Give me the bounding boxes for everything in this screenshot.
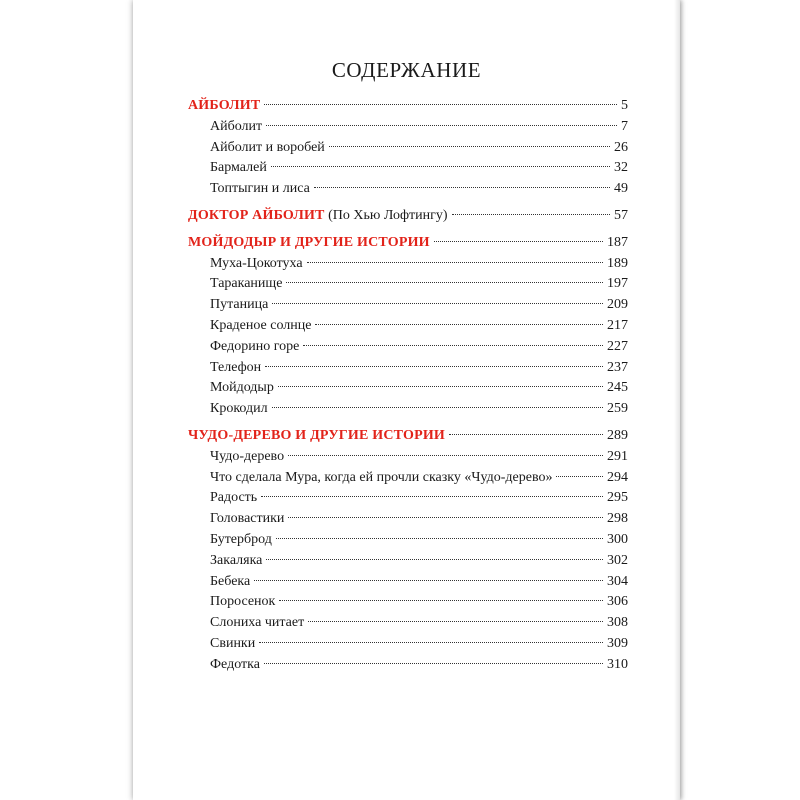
book-page [133,0,680,800]
section-title [188,98,260,114]
dot-leader [315,324,603,325]
toc-entry[interactable] [133,276,680,297]
section-title-text: МОЙДОДЫР И ДРУГИЕ ИСТОРИИ [188,234,430,250]
section-page-number: 187 [607,234,628,250]
entry-page-number: 306 [607,594,628,610]
entry-page-number: 7 [621,118,628,134]
entry-title: Бебека [210,573,251,589]
section-title [188,208,448,224]
toc-entry[interactable] [133,297,680,318]
entry-title: Айболит и воробей [210,139,325,155]
dot-leader [329,146,610,147]
section-title-text: АЙБОЛИТ [188,98,261,113]
entry-page-number: 310 [607,656,628,672]
entry-title: Крокодил [210,401,268,417]
dot-leader [308,621,603,622]
section-title [188,428,445,444]
dot-leader [261,496,603,497]
entry-title: Путаница [210,297,269,313]
entry-page-number: 32 [614,160,628,176]
dot-leader [276,538,603,539]
entry-page-number: 197 [607,276,628,292]
section-page-number: 5 [621,98,628,113]
entry-page-number: 302 [607,552,628,568]
toc-entry[interactable] [133,119,680,140]
toc-entry[interactable] [133,615,680,636]
dot-leader [303,345,603,346]
entry-title: Бутерброд [210,531,272,547]
table-of-contents [133,98,680,684]
toc-section [133,208,680,229]
section-page-number: 289 [607,427,628,443]
entry-title: Федорино горе [210,338,300,354]
dot-leader [271,166,610,167]
dot-leader [265,366,603,367]
entry-page-number: 295 [607,490,628,506]
dot-leader [449,434,603,435]
entry-page-number: 259 [607,401,628,417]
entry-page-number: 309 [607,635,628,651]
dot-leader [279,600,603,601]
toc-entry[interactable] [133,574,680,595]
entry-title: Мойдодыр [210,380,274,396]
toc-entry[interactable] [133,360,680,381]
entry-page-number: 300 [607,531,628,547]
entry-page-number: 298 [607,511,628,527]
toc-entry[interactable] [133,160,680,181]
entry-title: Топтыгин и лиса [210,181,310,197]
entry-title: Слониха читает [210,615,305,631]
dot-leader [452,214,610,215]
entry-page-number: 49 [614,181,628,197]
entry-title: Что сделала Мура, когда ей прочли сказку «Чудо-дерево» [210,469,553,485]
dot-leader [266,559,603,560]
dot-leader [278,386,603,387]
toc-section [133,98,680,202]
toc-section-entry[interactable] [133,235,680,256]
entry-title: Свинки [210,635,256,651]
toc-section-entry[interactable] [133,208,680,229]
dot-leader [272,407,603,408]
page-title: СОДЕРЖАНИЕ [331,58,482,82]
dot-leader [307,262,603,263]
entry-title: Чудо-дерево [210,448,285,464]
entry-page-number: 304 [607,573,628,589]
dot-leader [272,303,603,304]
entry-title: Федотка [210,656,260,672]
toc-entry[interactable] [133,339,680,360]
section-note: (По Хью Лофтингу) [328,207,448,223]
toc-entry[interactable] [133,318,680,339]
entry-page-number: 245 [607,380,628,396]
entry-page-number: 294 [607,469,628,485]
entry-page-number: 189 [607,255,628,271]
toc-entry[interactable] [133,553,680,574]
dot-leader [266,125,617,126]
entry-title: Тараканище [210,276,283,292]
toc-entry[interactable] [133,594,680,615]
entry-title: Радость [210,490,258,506]
toc-section [133,235,680,422]
entry-page-number: 308 [607,615,628,631]
dot-leader [556,476,603,477]
entry-title: Телефон [210,359,262,375]
toc-entry[interactable] [133,532,680,553]
entry-title: Закаляка [210,552,263,568]
section-title-text: ЧУДО-ДЕРЕВО И ДРУГИЕ ИСТОРИИ [188,427,446,443]
toc-entry[interactable] [133,140,680,161]
entry-title: Айболит [210,118,263,134]
toc-entry[interactable] [133,449,680,470]
dot-leader [314,187,610,188]
entry-page-number: 227 [607,338,628,354]
dot-leader [259,642,603,643]
section-title-text: ДОКТОР АЙБОЛИТ [188,207,325,223]
toc-section [133,428,680,678]
toc-entry[interactable] [133,636,680,657]
dot-leader [254,580,603,581]
entry-page-number: 26 [614,139,628,155]
section-page-number: 57 [614,207,628,223]
toc-entry[interactable] [133,511,680,532]
dot-leader [286,282,603,283]
dot-leader [434,241,603,242]
dot-leader [288,455,603,456]
section-title [188,235,430,251]
dot-leader [288,517,603,518]
toc-entry[interactable] [133,380,680,401]
toc-entry[interactable] [133,181,680,202]
entry-page-number: 291 [607,448,628,464]
toc-section-entry[interactable] [133,98,680,119]
dot-leader [264,104,617,105]
entry-title: Муха-Цокотуха [210,255,303,271]
entry-title: Бармалей [210,160,267,176]
toc-entry[interactable] [133,401,680,422]
entry-page-number: 209 [607,297,628,313]
entry-page-number: 217 [607,317,628,333]
toc-entry[interactable] [133,490,680,511]
toc-entry[interactable] [133,657,680,678]
entry-title: Краденое солнце [210,317,312,333]
toc-entry[interactable] [133,470,680,491]
toc-entry[interactable] [133,256,680,277]
entry-title: Поросенок [210,594,276,610]
entry-title: Головастики [210,511,285,527]
entry-page-number: 237 [607,359,628,375]
dot-leader [264,663,603,664]
toc-section-entry[interactable] [133,428,680,449]
